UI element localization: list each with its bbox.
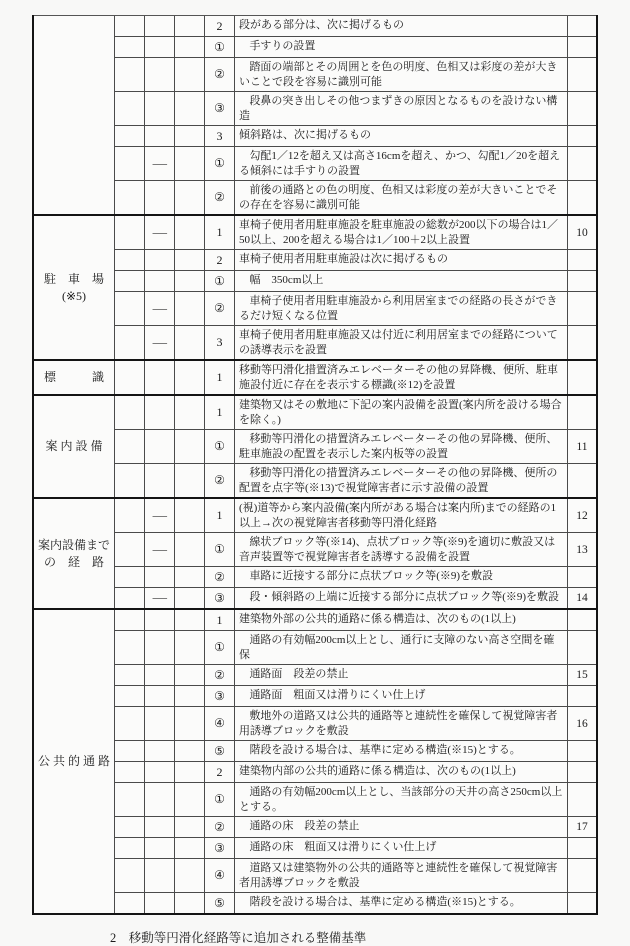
dash-cell: [145, 292, 175, 325]
item-number-cell: ②: [205, 464, 235, 497]
item-number-cell: ②: [205, 292, 235, 325]
item-number-cell: 1: [205, 216, 235, 249]
table-row: [115, 270, 596, 291]
item-number-cell: 1: [205, 499, 235, 532]
table-row: [115, 664, 596, 685]
category-label: 公 共 的 通 路: [37, 754, 110, 768]
level-1-cell: [115, 16, 145, 36]
ref-number-cell: [567, 762, 596, 782]
category-cell: [34, 216, 115, 359]
ref-number-cell: 12: [567, 499, 596, 532]
level-1-cell: [115, 859, 145, 892]
item-text: 段がある部分は、次に掲げるもの: [239, 19, 404, 31]
dash-cell: [145, 16, 175, 36]
category-label: 案 内 設 備: [45, 439, 103, 453]
ref-number-cell: 10: [567, 216, 596, 249]
level-3-cell: [175, 147, 205, 180]
table-row: [115, 532, 596, 566]
table-row: [115, 499, 596, 532]
level-3-cell: [175, 216, 205, 249]
ref-number-cell: [567, 292, 596, 325]
dash-cell: [145, 631, 175, 664]
table-row: [115, 396, 596, 429]
dash-mark: ―: [152, 336, 167, 349]
item-text: 傾斜路は、次に掲げるもの: [239, 129, 371, 141]
table-section: [34, 359, 596, 394]
item-number-cell: 1: [205, 610, 235, 630]
dash-cell: [145, 893, 175, 913]
dash-cell: [145, 58, 175, 91]
section-rows: [115, 499, 596, 608]
dash-cell: [145, 92, 175, 125]
ref-number-cell: 16: [567, 707, 596, 740]
item-text: 車椅子使用者用駐車施設又は付近に利用居室までの経路についての誘導表示を設置: [239, 329, 558, 356]
dash-cell: [145, 533, 175, 566]
level-3-cell: [175, 326, 205, 359]
item-text: 建築物又はその敷地に下記の案内設備を設置(案内所を設ける場合を除く。): [239, 399, 562, 426]
category-label: の 経 路: [43, 554, 104, 569]
category-cell: [34, 499, 115, 608]
level-3-cell: [175, 361, 205, 394]
dash-cell: [145, 741, 175, 761]
table-row: [115, 566, 596, 587]
table-row: [115, 180, 596, 214]
item-text: 段・傾斜路の上端に近接する部分に点状ブロック等(※9)を敷設: [249, 591, 560, 603]
ref-number-cell: [567, 783, 596, 816]
table-row: [115, 429, 596, 463]
ref-number-cell: [567, 16, 596, 36]
dash-cell: [145, 859, 175, 892]
ref-number-cell: [567, 361, 596, 394]
level-1-cell: [115, 430, 145, 463]
item-text: 車椅子使用者用駐車施設を駐車施設の総数が200以下の場合は1／50以上、200を超える場合は1／100＋2以上設置: [239, 219, 558, 246]
ref-number-cell: [567, 250, 596, 270]
item-text: 車椅子使用者用駐車施設は次に掲げるもの: [239, 253, 448, 265]
table-row: [115, 706, 596, 740]
level-1-cell: [115, 838, 145, 858]
item-text: 線状ブロック等(※14)、点状ブロック等(※9)を適切に敷設又は音声装置等で視覚障害者を誘導する設備を設置: [239, 536, 556, 563]
level-1-cell: [115, 762, 145, 782]
table-section: [34, 15, 596, 214]
item-number-cell: ③: [205, 92, 235, 125]
level-3-cell: [175, 92, 205, 125]
dash-cell: [145, 610, 175, 630]
ref-number-cell: 11: [567, 430, 596, 463]
level-3-cell: [175, 783, 205, 816]
level-1-cell: [115, 292, 145, 325]
item-text: 階段を設ける場合は、基準に定める構造(※15)とする。: [249, 744, 521, 756]
dash-cell: [145, 838, 175, 858]
ref-number-cell: [567, 37, 596, 57]
table-section: [34, 214, 596, 359]
level-3-cell: [175, 533, 205, 566]
item-text: 踏面の端部とその周囲とを色の明度、色相又は彩度の差が大きいことで段を容易に識別可能: [239, 61, 558, 88]
item-number-cell: ④: [205, 859, 235, 892]
dash-mark: ―: [152, 592, 167, 604]
item-text: 移動等円滑化の措置済みエレベーターその他の昇降機、便所、駐車施設の配置を表示した案内板等の設置: [239, 433, 558, 460]
item-number-cell: ②: [205, 817, 235, 837]
item-number-cell: 1: [205, 396, 235, 429]
item-number-cell: ①: [205, 783, 235, 816]
table-row: [115, 325, 596, 359]
item-number-cell: ②: [205, 181, 235, 214]
level-3-cell: [175, 707, 205, 740]
dash-cell: [145, 250, 175, 270]
item-number-cell: ③: [205, 686, 235, 706]
level-3-cell: [175, 499, 205, 532]
level-3-cell: [175, 292, 205, 325]
dash-cell: [145, 499, 175, 532]
table-row: [115, 361, 596, 394]
item-number-cell: ②: [205, 567, 235, 587]
table-row: [115, 216, 596, 249]
ref-number-cell: [567, 92, 596, 125]
table-row: [115, 36, 596, 57]
item-text: 通路面 粗面又は滑りにくい仕上げ: [249, 689, 426, 701]
level-1-cell: [115, 464, 145, 497]
level-1-cell: [115, 817, 145, 837]
item-number-cell: 2: [205, 762, 235, 782]
level-3-cell: [175, 250, 205, 270]
ref-number-cell: [567, 464, 596, 497]
item-number-cell: ④: [205, 707, 235, 740]
dash-cell: [145, 686, 175, 706]
table-section: [34, 394, 596, 497]
category-label: 標 識: [43, 370, 104, 384]
level-3-cell: [175, 58, 205, 91]
level-1-cell: [115, 326, 145, 359]
level-3-cell: [175, 16, 205, 36]
item-text: 通路面 段差の禁止: [249, 668, 349, 680]
dash-cell: [145, 464, 175, 497]
level-3-cell: [175, 893, 205, 913]
table-row: [115, 463, 596, 497]
item-text: 移動等円滑化措置済みエレベーターその他の昇降機、便所、駐車施設付近に存在を表示する標識(※12)を設置: [239, 364, 558, 391]
level-3-cell: [175, 271, 205, 291]
dash-mark: ―: [152, 509, 167, 522]
item-number-cell: 3: [205, 326, 235, 359]
table-row: [115, 761, 596, 782]
item-text: (視)道等から案内設備(案内所がある場合は案内所)までの経路の1以上→次の視覚障害者移動等円滑化経路: [239, 502, 557, 529]
dash-cell: [145, 665, 175, 685]
level-3-cell: [175, 741, 205, 761]
category-cell: [34, 396, 115, 497]
section-rows: [115, 610, 596, 913]
section-rows: [115, 361, 596, 394]
category-cell: [34, 610, 115, 913]
level-1-cell: [115, 92, 145, 125]
ref-number-cell: [567, 147, 596, 180]
item-text: 通路の有効幅200cm以上とし、通行に支障のない高さ空間を確保: [239, 634, 555, 661]
item-text: 段鼻の突き出しその他つまずきの原因となるものを設けない構造: [239, 95, 558, 122]
item-text: 通路の床 粗面又は滑りにくい仕上げ: [249, 841, 437, 853]
level-3-cell: [175, 567, 205, 587]
table-row: [115, 249, 596, 270]
ref-number-cell: 15: [567, 665, 596, 685]
level-1-cell: [115, 396, 145, 429]
item-number-cell: ②: [205, 665, 235, 685]
standards-table: [32, 15, 598, 915]
dash-mark: ―: [152, 302, 167, 315]
ref-number-cell: [567, 396, 596, 429]
dash-cell: [145, 783, 175, 816]
item-number-cell: ①: [205, 533, 235, 566]
section-rows: [115, 396, 596, 497]
level-3-cell: [175, 859, 205, 892]
level-3-cell: [175, 396, 205, 429]
level-1-cell: [115, 686, 145, 706]
item-number-cell: ①: [205, 37, 235, 57]
category-label: 案内設備まで: [37, 537, 110, 552]
ref-number-cell: [567, 610, 596, 630]
table-row: [115, 685, 596, 706]
dash-cell: [145, 126, 175, 146]
ref-number-cell: 14: [567, 588, 596, 608]
dash-cell: [145, 817, 175, 837]
level-3-cell: [175, 817, 205, 837]
dash-cell: [145, 37, 175, 57]
level-3-cell: [175, 838, 205, 858]
level-3-cell: [175, 762, 205, 782]
category-label: (※5): [61, 288, 87, 303]
dash-cell: [145, 181, 175, 214]
level-1-cell: [115, 741, 145, 761]
table-section: [34, 497, 596, 608]
dash-cell: [145, 216, 175, 249]
dash-cell: [145, 361, 175, 394]
level-1-cell: [115, 567, 145, 587]
item-number-cell: 1: [205, 361, 235, 394]
table-row: [115, 57, 596, 91]
level-3-cell: [175, 686, 205, 706]
table-row: [115, 125, 596, 146]
dash-cell: [145, 762, 175, 782]
item-text: 前後の通路との色の明度、色相又は彩度の差が大きいことでその存在を容易に識別可能: [239, 184, 558, 211]
table-row: [115, 630, 596, 664]
ref-number-cell: 13: [567, 533, 596, 566]
ref-number-cell: [567, 567, 596, 587]
item-number-cell: ③: [205, 588, 235, 608]
item-text: 通路の有効幅200cm以上とし、当該部分の天井の高さ250cm以上とする。: [239, 786, 563, 813]
item-number-cell: ①: [205, 631, 235, 664]
item-text: 階段を設ける場合は、基準に定める構造(※15)とする。: [249, 896, 521, 908]
item-number-cell: 2: [205, 250, 235, 270]
table-row: [115, 858, 596, 892]
level-1-cell: [115, 783, 145, 816]
level-1-cell: [115, 37, 145, 57]
dash-cell: [145, 430, 175, 463]
category-cell: [34, 361, 115, 394]
dash-cell: [145, 396, 175, 429]
section-rows: [115, 16, 596, 214]
ref-number-cell: 17: [567, 817, 596, 837]
ref-number-cell: [567, 893, 596, 913]
ref-number-cell: [567, 126, 596, 146]
level-3-cell: [175, 181, 205, 214]
level-3-cell: [175, 464, 205, 497]
ref-number-cell: [567, 271, 596, 291]
dash-cell: [145, 707, 175, 740]
item-text: 建築物内部の公共的通路に係る構造は、次のもの(1以上): [239, 765, 516, 777]
dash-mark: ―: [152, 157, 167, 170]
ref-number-cell: [567, 181, 596, 214]
level-1-cell: [115, 58, 145, 91]
item-number-cell: ⑤: [205, 893, 235, 913]
dash-mark: ―: [152, 543, 167, 556]
item-text: 車椅子使用者用駐車施設から利用居室までの経路の長さができるだけ短くなる位置: [239, 295, 558, 322]
item-text: 通路の床 段差の禁止: [249, 820, 360, 832]
level-1-cell: [115, 631, 145, 664]
dash-mark: ―: [152, 226, 167, 239]
ref-number-cell: [567, 741, 596, 761]
dash-cell: [145, 326, 175, 359]
table-row: [115, 740, 596, 761]
ref-number-cell: [567, 686, 596, 706]
level-3-cell: [175, 126, 205, 146]
level-1-cell: [115, 588, 145, 608]
table-row: [115, 291, 596, 325]
category-cell: [34, 16, 115, 214]
table-row: [115, 816, 596, 837]
ref-number-cell: [567, 838, 596, 858]
level-3-cell: [175, 610, 205, 630]
level-3-cell: [175, 631, 205, 664]
item-text: 勾配1／12を超え又は高さ16cmを超え、かつ、勾配1／20を超える傾斜には手すりの設置: [239, 150, 561, 177]
item-text: 幅 350cm以上: [249, 274, 324, 286]
table-row: [115, 837, 596, 858]
footer-heading: 2 移動等円滑化経路等に追加される整備基準: [110, 931, 367, 945]
table-row: [115, 16, 596, 36]
section-rows: [115, 216, 596, 359]
level-1-cell: [115, 610, 145, 630]
item-number-cell: 2: [205, 16, 235, 36]
ref-number-cell: [567, 326, 596, 359]
ref-number-cell: [567, 631, 596, 664]
table-row: [115, 587, 596, 608]
item-text: 手すりの設置: [249, 40, 316, 52]
level-3-cell: [175, 37, 205, 57]
dash-cell: [145, 588, 175, 608]
item-number-cell: ①: [205, 271, 235, 291]
level-3-cell: [175, 430, 205, 463]
item-number-cell: 3: [205, 126, 235, 146]
category-label: 駐 車 場: [43, 271, 104, 286]
dash-cell: [145, 147, 175, 180]
table-row: [115, 782, 596, 816]
item-text: 車路に近接する部分に点状ブロック等(※9)を敷設: [249, 570, 494, 582]
level-1-cell: [115, 181, 145, 214]
level-1-cell: [115, 271, 145, 291]
level-1-cell: [115, 707, 145, 740]
ref-number-cell: [567, 859, 596, 892]
table-row: [115, 610, 596, 630]
level-1-cell: [115, 499, 145, 532]
item-text: 移動等円滑化の措置済みエレベーターその他の昇降機、便所の配置を点字等(※13)で視覚障害者に示す設備の設置: [239, 467, 558, 494]
level-1-cell: [115, 216, 145, 249]
item-number-cell: ①: [205, 430, 235, 463]
item-text: 道路又は建築物外の公共的通路等と連続性を確保して視覚障害者用誘導ブロックを敷設: [239, 862, 558, 889]
table-row: [115, 91, 596, 125]
item-number-cell: ⑤: [205, 741, 235, 761]
level-3-cell: [175, 665, 205, 685]
level-1-cell: [115, 533, 145, 566]
item-text: 敷地外の道路又は公共的通路等と連続性を確保して視覚障害者用誘導ブロックを敷設: [239, 710, 558, 737]
table-section: [34, 608, 596, 913]
ref-number-cell: [567, 58, 596, 91]
level-1-cell: [115, 147, 145, 180]
level-1-cell: [115, 361, 145, 394]
item-number-cell: ③: [205, 838, 235, 858]
level-1-cell: [115, 250, 145, 270]
level-3-cell: [175, 588, 205, 608]
level-1-cell: [115, 893, 145, 913]
item-number-cell: ①: [205, 147, 235, 180]
level-1-cell: [115, 126, 145, 146]
document-page: [32, 15, 598, 946]
item-number-cell: ②: [205, 58, 235, 91]
dash-cell: [145, 271, 175, 291]
item-text: 建築物外部の公共的通路に係る構造は、次のもの(1以上): [239, 613, 516, 625]
dash-cell: [145, 567, 175, 587]
level-1-cell: [115, 665, 145, 685]
table-row: [115, 146, 596, 180]
